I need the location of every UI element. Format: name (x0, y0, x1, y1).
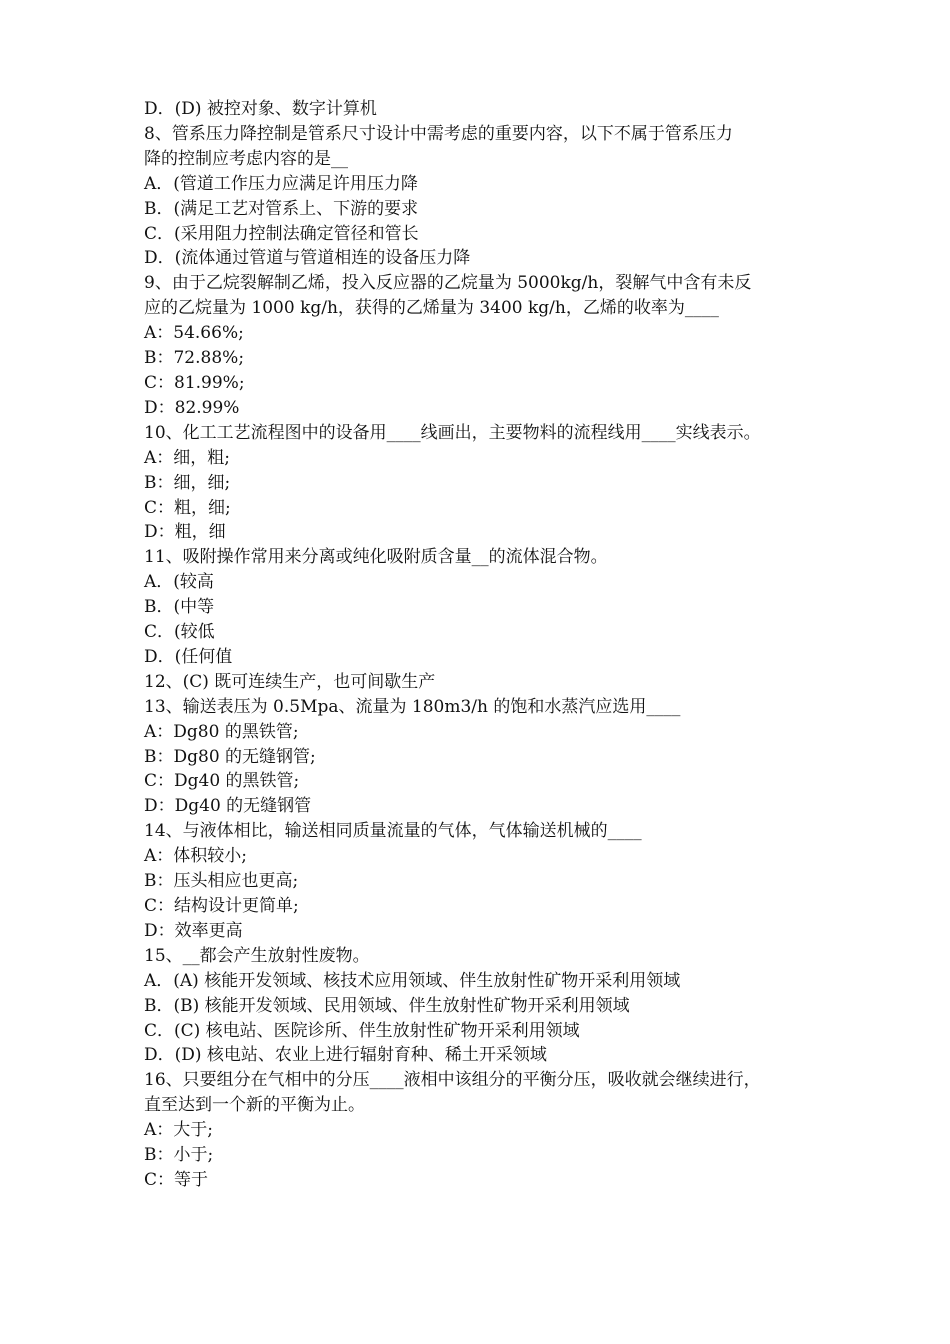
option-line: C．(较低 (144, 622, 215, 643)
option-line: D．(任何值 (144, 646, 233, 667)
option-line: C：结构设计更简单; (144, 896, 299, 916)
option-line: D：82.99% (144, 397, 240, 418)
option-line: B：细，细; (144, 472, 231, 493)
question-line: 12、(C) 既可连续生产，也可间歇生产 (144, 671, 436, 692)
option-line: A．(管道工作压力应满足许用压力降 (144, 173, 418, 194)
option-line: D：效率更高 (144, 920, 243, 941)
question-line: 应的乙烷量为 1000 kg/h，获得的乙烯量为 3400 kg/h，乙烯的收率为____ (144, 298, 719, 319)
option-line: C：等于 (144, 1169, 209, 1190)
option-line: A：体积较小; (144, 846, 248, 867)
option-line: C：粗，细; (144, 497, 231, 518)
option-line: D．(D) 核电站、农业上进行辐射育种、稀土开采领域 (144, 1045, 547, 1066)
option-line: C．(采用阻力控制法确定管径和管长 (144, 223, 419, 244)
option-line: B：小于; (144, 1145, 214, 1166)
option-line: C：Dg40 的黑铁管; (144, 771, 300, 792)
question-line: 9、由于乙烷裂解制乙烯，投入反应器的乙烷量为 5000kg/h，裂解气中含有未反 (144, 273, 752, 294)
question-line: 15、__都会产生放射性废物。 (144, 945, 370, 966)
question-line: 16、只要组分在气相中的分压____液相中该组分的平衡分压，吸收就会继续进行， (144, 1070, 761, 1091)
option-line: B．(B) 核能开发领域、民用领域、伴生放射性矿物开采利用领域 (144, 995, 630, 1016)
document-page (144, 97, 824, 1193)
question-line: 11、吸附操作常用来分离或纯化吸附质含量__的流体混合物。 (144, 547, 608, 568)
question-line: 8、管系压力降控制是管系尺寸设计中需考虑的重要内容，以下不属于管系压力 (144, 123, 733, 144)
option-line: A：大于; (144, 1120, 214, 1141)
option-line: A：54.66%; (144, 323, 244, 344)
option-line: B．(满足工艺对管系上、下游的要求 (144, 198, 419, 219)
option-line: B．(中等 (144, 597, 215, 618)
question-line: 直至达到一个新的平衡为止。 (144, 1095, 365, 1116)
option-line: A．(A) 核能开发领域、核技术应用领域、伴生放射性矿物开采利用领域 (144, 970, 681, 991)
option-line: D：Dg40 的无缝钢管 (144, 796, 312, 817)
option-line: B：72.88%; (144, 348, 245, 369)
option-line: D：粗，细 (144, 522, 226, 543)
option-line: B：Dg80 的无缝钢管; (144, 746, 316, 767)
option-line: C．(C) 核电站、医院诊所、伴生放射性矿物开采利用领域 (144, 1020, 580, 1041)
question-line: 14、与液体相比，输送相同质量流量的气体，气体输送机械的____ (144, 821, 642, 842)
option-line: A：Dg80 的黑铁管; (144, 721, 299, 742)
text-line: D．(D) 被控对象、数字计算机 (144, 99, 377, 119)
option-line: B：压头相应也更高; (144, 871, 299, 892)
question-line: 10、化工工艺流程图中的设备用____线画出，主要物料的流程线用____实线表示。 (144, 422, 761, 443)
option-line: A．(较高 (144, 572, 214, 593)
question-line: 降的控制应考虑内容的是__ (144, 148, 348, 169)
option-line: D．(流体通过管道与管道相连的设备压力降 (144, 248, 471, 269)
question-line: 13、输送表压为 0.5Mpa、流量为 180m3/h 的饱和水蒸汽应选用____ (144, 696, 681, 717)
option-line: A：细，粗; (144, 447, 231, 468)
option-line: C：81.99%; (144, 372, 245, 393)
